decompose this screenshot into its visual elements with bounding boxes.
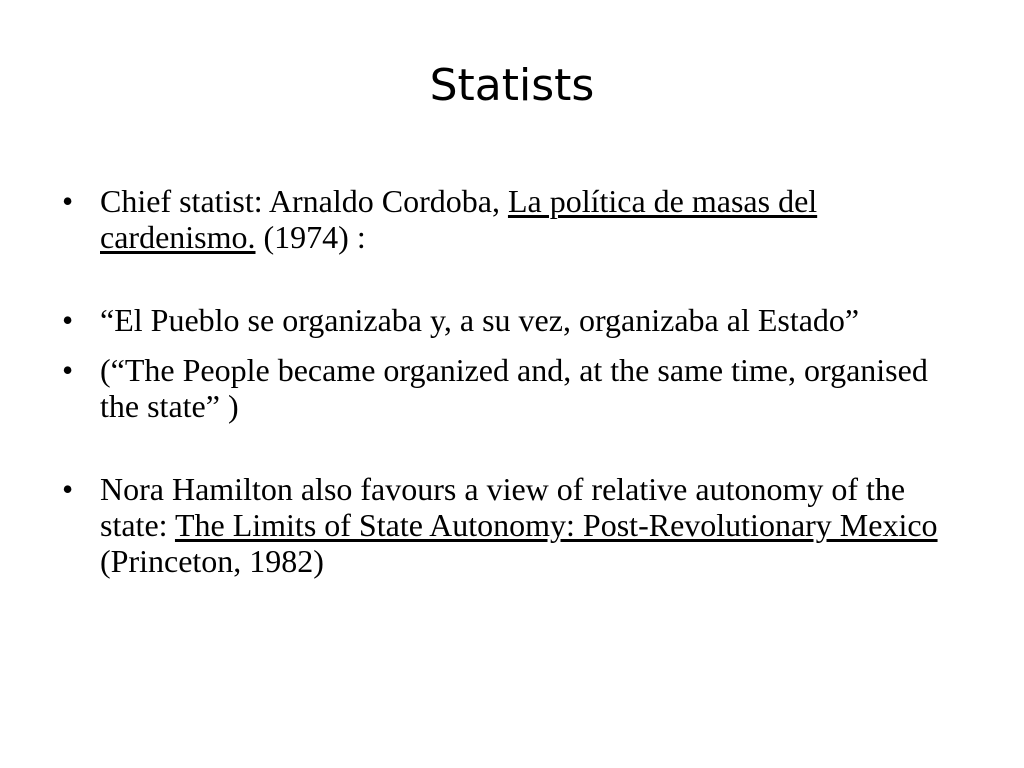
bullet-item <box>62 352 962 424</box>
bullet-text-part: Chief statist: Arnaldo Cordoba, <box>100 183 508 219</box>
book-title-la-politica: La política de masas del cardenismo. <box>100 183 818 255</box>
bullet-text-part: “El Pueblo se organizaba y, a su vez, organizaba al Estado” <box>100 302 860 338</box>
bullet-item <box>62 471 962 579</box>
bullet-text <box>100 183 962 255</box>
slide-title: Statists <box>429 60 595 111</box>
bullet-text <box>100 471 962 579</box>
bullet-glyph: • <box>62 302 74 338</box>
bullet-glyph: • <box>62 471 74 507</box>
bullet-item <box>62 183 962 255</box>
bullet-item <box>62 302 962 338</box>
book-title-limits-of-state-autonomy: The Limits of State Autonomy: Post-Revolutionary Mexico <box>174 507 938 543</box>
bullet-text-part: (Princeton, 1982) <box>100 543 324 579</box>
bullet-text <box>100 352 962 424</box>
bullet-text-part: (1974) : <box>255 219 366 255</box>
bullet-glyph: • <box>62 352 74 388</box>
bullet-text-part: (“The People became organized and, at the same time, organised the state” ) <box>100 352 928 424</box>
bullet-list <box>62 183 962 579</box>
bullet-text <box>100 302 962 338</box>
bullet-glyph: • <box>62 183 74 219</box>
bullet-text-part: Nora Hamilton also favours a view of relative autonomy of the state: <box>100 471 906 543</box>
